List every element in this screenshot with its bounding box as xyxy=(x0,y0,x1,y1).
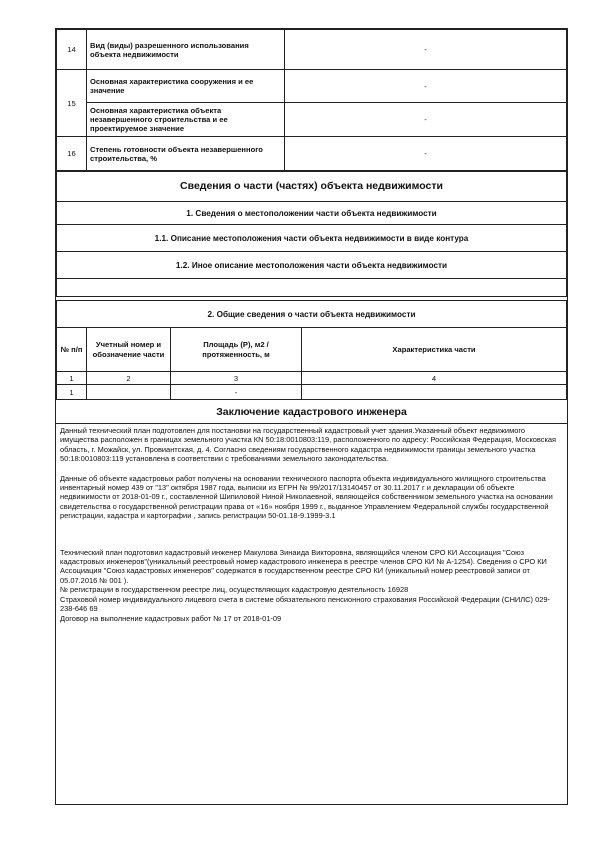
conclusion-paragraph: № регистрации в государственном реестре лиц, осуществляющих кадастровую деятельность 16928 xyxy=(60,585,409,595)
conclusion-section xyxy=(56,400,567,623)
table-row xyxy=(57,137,567,171)
conclusion-body xyxy=(56,424,567,623)
table-cell xyxy=(302,385,567,400)
table-row xyxy=(57,70,567,103)
row-number: 15 xyxy=(57,70,87,137)
conclusion-paragraph: Договор на выполнение кадастровых работ № 17 от 2018-01-09 xyxy=(60,613,282,623)
table-row xyxy=(57,372,567,385)
location-title: 1. Сведения о местоположении части объекта недвижимости xyxy=(57,202,567,225)
row-label: Основная характеристика объекта незавершенного строительства и ее проектируемое значение xyxy=(87,103,285,137)
table-cell: 1 xyxy=(57,385,87,400)
conclusion-paragraph: Данные об объекте кадастровых работ получены на основании технического паспорта объекта индивидуального жилищного строительства инвентарный номер 439 от "13" октября 1987 года, выписки из ЕГРН № 99/2017/13140457 от 30.11.2017 г и декларации об объекте недвижимости от 2018-01-09 г., составленной Шипиловой Ниной Николаевной, являющейся собственником земельного участка на основании свидетельства о государственной регистрации права от «16» ноября 1999 г., выданное Управлением Федеральной службы государственной регистрации, кадастра и картографии , запись регистрации 50-01.18-9.1999-3.1 xyxy=(60,473,553,521)
table-cell: 1 xyxy=(57,372,87,385)
conclusion-paragraph: Страховой номер индивидуального лицевого счета в системе обязательного пенсионного страхования Российской Федерации (СНИЛС) 029-238-646 69 xyxy=(60,594,550,614)
characteristics-table xyxy=(56,29,567,171)
row-value: - xyxy=(285,70,567,103)
row-value: - xyxy=(285,103,567,137)
row-label: Степень готовности объекта незавершенного строительства, % xyxy=(87,137,285,171)
table-cell: 4 xyxy=(302,372,567,385)
conclusion-title: Заключение кадастрового инженера xyxy=(56,400,567,424)
table-cell: 3 xyxy=(171,372,302,385)
row-number: 16 xyxy=(57,137,87,171)
conclusion-paragraph: Данный технический план подготовлен для постановки на государственный кадастровый учет здания.Указанный объект недвижимого имущества расположен в границах земельного участка КN 50:18:0010803:119, расположенного по адресу: Российская Федерация, Московская область, г. Можайск, ул. Провиантская, д. 4. Согласно сведениям государственного кадастра недвижимости границы земельного участка 50:18:0010803:119 установлена в соответствии с требованиями земельного законодательства. xyxy=(60,426,557,464)
other-location-title: 1.2. Иное описание местоположения части объекта недвижимости xyxy=(57,252,567,279)
table-cell: 2 xyxy=(87,372,171,385)
general-table xyxy=(56,300,567,400)
row-number: 14 xyxy=(57,30,87,70)
contour-title: 1.1. Описание местоположения части объекта недвижимости в виде контура xyxy=(57,225,567,252)
col-header: Площадь (Р), м2 / протяженность, м xyxy=(171,328,302,372)
table-cell: - xyxy=(171,385,302,400)
row-value: - xyxy=(285,30,567,70)
table-row xyxy=(57,30,567,70)
row-label: Основная характеристика сооружения и ее значение xyxy=(87,70,285,103)
row-label: Вид (виды) разрешенного использования объекта недвижимости xyxy=(87,30,285,70)
general-title: 2. Общие сведения о части объекта недвижимости xyxy=(57,301,567,328)
row-value: - xyxy=(285,137,567,171)
col-header: Характеристика части xyxy=(302,328,567,372)
table-row xyxy=(57,385,567,400)
blank-row xyxy=(57,279,567,297)
col-header: Учетный номер и обозначение части xyxy=(87,328,171,372)
table-header-row xyxy=(57,328,567,372)
parts-section xyxy=(56,171,567,297)
table-row xyxy=(57,103,567,137)
col-header: № п/п xyxy=(57,328,87,372)
section-title: Сведения о части (частях) объекта недвижимости xyxy=(57,172,567,202)
table-cell xyxy=(87,385,171,400)
conclusion-paragraph: Технический план подготовил кадастровый инженер Макулова Зинаида Викторовна, являющийся членом СРО КИ Ассоциация "Союз кадастровых инженеров"(уникальный реестровый номер кадастрового инженера в реестре членов СРО КИ № А-1254). Сведения о СРО КИ Ассоциация "Союз кадастровых инженеров" содержатся в государственном реестре СРО КИ (уникальный номер реестровой записи от 05.07.2016 № 001 ). xyxy=(60,547,547,585)
document-page xyxy=(55,28,568,805)
